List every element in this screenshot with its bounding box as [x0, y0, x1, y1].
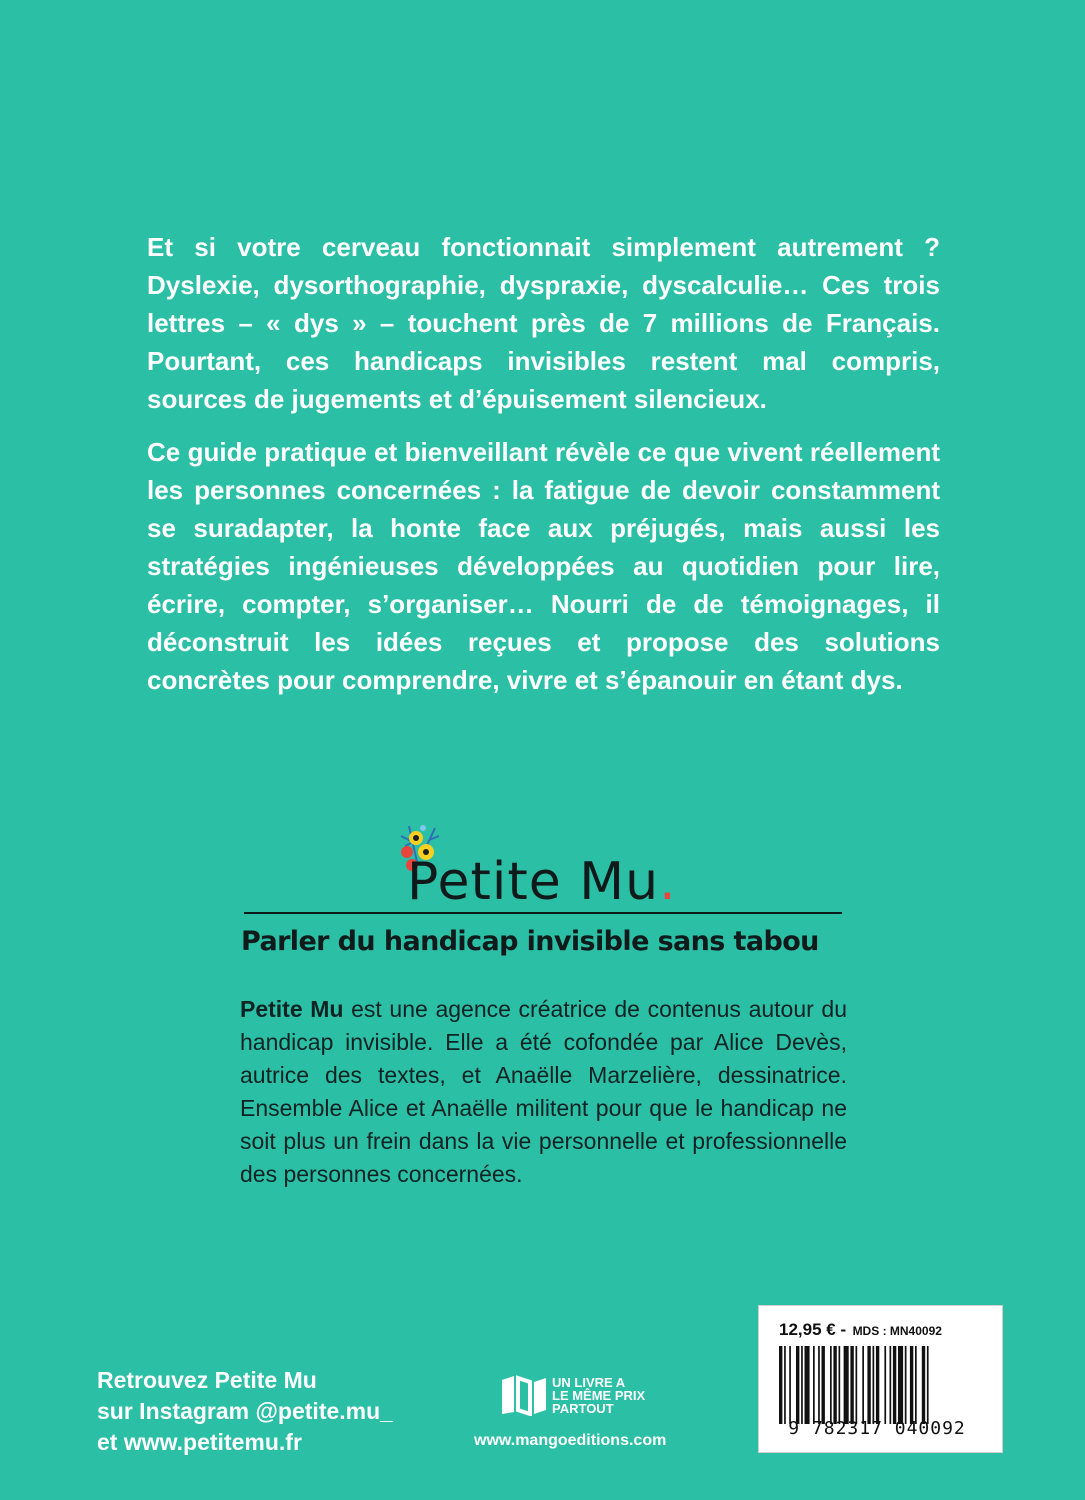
barcode-bar: [822, 1346, 825, 1424]
barcode-bar: [830, 1346, 832, 1424]
barcode-bar: [867, 1346, 870, 1424]
barcode-bar: [833, 1346, 836, 1424]
barcode-bar: [805, 1346, 810, 1424]
barcode-bar: [813, 1346, 815, 1424]
barcode-bar: [784, 1346, 786, 1424]
barcode-bar: [893, 1346, 896, 1424]
barcode-bar: [844, 1346, 849, 1424]
barcode-bar: [898, 1346, 903, 1424]
same-price-label: [552, 1376, 645, 1415]
barcode-bar: [850, 1346, 853, 1424]
barcode-bar: [796, 1346, 799, 1424]
price-line: [779, 1320, 942, 1340]
price: 12,95 € -: [779, 1320, 847, 1339]
isbn-number: 9 782317 040092: [788, 1418, 966, 1439]
contact-info: [97, 1365, 427, 1458]
petite-mu-logo: [395, 822, 695, 910]
barcode-bar: [922, 1346, 925, 1424]
barcode-bar: [856, 1346, 858, 1424]
about-brand: Petite Mu: [240, 996, 344, 1022]
barcode-bar: [890, 1346, 892, 1424]
barcode-bar: [915, 1346, 917, 1424]
logo-divider: [244, 912, 842, 914]
blurb-paragraph-2: Ce guide pratique et bienveillant révèle ce que vivent réellement les personnes concernées : la fatigue de devoir constamment se suradapter, la honte face aux préjugés, mais aussi les stratégies ingénieuses développées au quotidien pour lire, écrire, compter, s’organiser… Nourri de de témoignages, il déconstruit les idées reçues et propose des solutions concrètes pour comprendre, vivre et s’épanouir en étant dys.: [147, 437, 940, 695]
barcode-bar: [839, 1346, 841, 1424]
barcode: [779, 1346, 981, 1424]
product-code: MDS : MN40092: [852, 1324, 942, 1338]
logo-name: Petite Mu: [407, 852, 660, 912]
about-text: est une agence créatrice de contenus autour du handicap invisible. Elle a été cofondée par Alice Devès, autrice des textes, et Anaëlle Marzelière, dessinatrice. Ensemble Alice et Anaëlle militent pour que le handicap ne soit plus un frein dans la vie personnelle et professionnelle des personnes concernées.: [240, 996, 847, 1187]
back-cover-blurb: [147, 228, 940, 714]
same-price-line-1: UN LIVRE A: [552, 1375, 626, 1390]
book-icon: [500, 1374, 548, 1416]
logo-wordmark: [407, 852, 677, 912]
about-petite-mu: [240, 993, 847, 1191]
same-price-line-2: LE MÊME PRIX: [552, 1388, 646, 1403]
barcode-bar: [801, 1346, 803, 1424]
barcode-bar: [927, 1346, 929, 1424]
same-price-line-3: PARTOUT: [552, 1401, 614, 1416]
tagline: Parler du handicap invisible sans tabou: [241, 926, 819, 957]
barcode-bar: [876, 1346, 879, 1424]
same-price-logo: [500, 1374, 680, 1420]
barcode-bar: [789, 1346, 791, 1424]
contact-line-3: et www.petitemu.fr: [97, 1429, 302, 1455]
barcode-bar: [779, 1346, 782, 1424]
barcode-bar: [905, 1346, 907, 1424]
barcode-bar: [862, 1346, 864, 1424]
contact-line-1: Retrouvez Petite Mu: [97, 1367, 317, 1393]
blurb-paragraph-1: Et si votre cerveau fonctionnait simplement autrement ? Dyslexie, dysorthographie, dyspraxie, dyscalculie… Ces trois lettres – « dys » – touchent près de 7 millions de Français. Pourtant, ces handicaps invisibles restent mal compris, sources de jugements et d’épuisement silencieux.: [147, 232, 940, 414]
barcode-bar: [873, 1346, 875, 1424]
barcode-bar: [818, 1346, 820, 1424]
barcode-bar: [910, 1346, 913, 1424]
logo-dot: .: [659, 852, 677, 912]
barcode-panel: [758, 1305, 1003, 1453]
publisher-website: www.mangoeditions.com: [474, 1432, 667, 1449]
contact-line-2: sur Instagram @petite.mu_: [97, 1398, 393, 1424]
barcode-bar: [884, 1346, 886, 1424]
